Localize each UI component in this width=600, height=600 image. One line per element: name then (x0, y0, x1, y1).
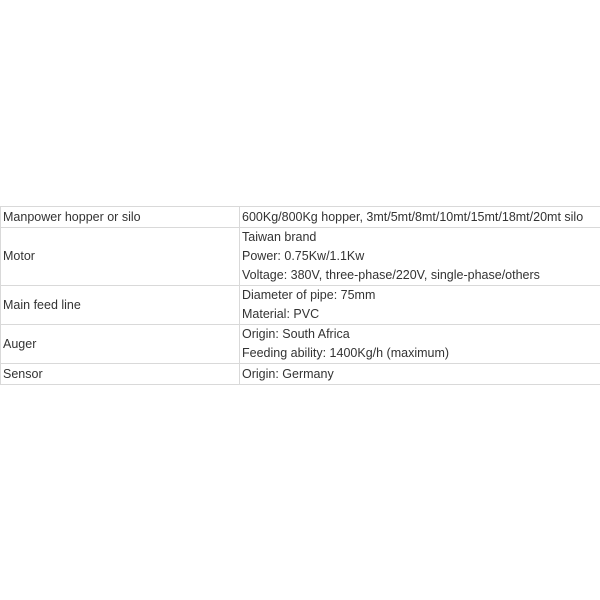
spec-value-cell (240, 228, 600, 286)
spec-value: Origin: South Africa (242, 327, 350, 341)
spec-label: Manpower hopper or silo (3, 209, 141, 224)
spec-value: Material: PVC (242, 307, 320, 321)
spec-value-cell (240, 207, 600, 228)
spec-label-cell (1, 364, 240, 385)
table-row (1, 286, 600, 325)
spec-value: 600Kg/800Kg hopper, 3mt/5mt/8mt/10mt/15mt/18mt/20mt silo (242, 209, 584, 224)
spec-label: Auger (3, 336, 37, 351)
spec-value: Origin: Germany (242, 366, 334, 381)
spec-value: Taiwan brand (242, 230, 317, 244)
spec-label: Main feed line (3, 297, 81, 312)
spec-label: Motor (3, 249, 35, 263)
spec-label: Sensor (3, 366, 43, 381)
spec-value: Voltage: 380V, three-phase/220V, single-phase/others (242, 268, 540, 282)
spec-value-cell (240, 286, 600, 325)
spec-value-cell (240, 364, 600, 385)
spec-value: Diameter of pipe: 75mm (242, 288, 376, 302)
table-row (1, 207, 600, 228)
table-row (1, 325, 600, 364)
table-row (1, 364, 600, 385)
spec-value: Feeding ability: 1400Kg/h (maximum) (242, 346, 450, 360)
table-row (1, 228, 600, 286)
spec-table (0, 206, 600, 385)
spec-label-cell (1, 207, 240, 228)
spec-label-cell (1, 286, 240, 325)
spec-value: Power: 0.75Kw/1.1Kw (242, 249, 365, 263)
spec-label-cell (1, 228, 240, 286)
spec-value-cell (240, 325, 600, 364)
spec-label-cell (1, 325, 240, 364)
